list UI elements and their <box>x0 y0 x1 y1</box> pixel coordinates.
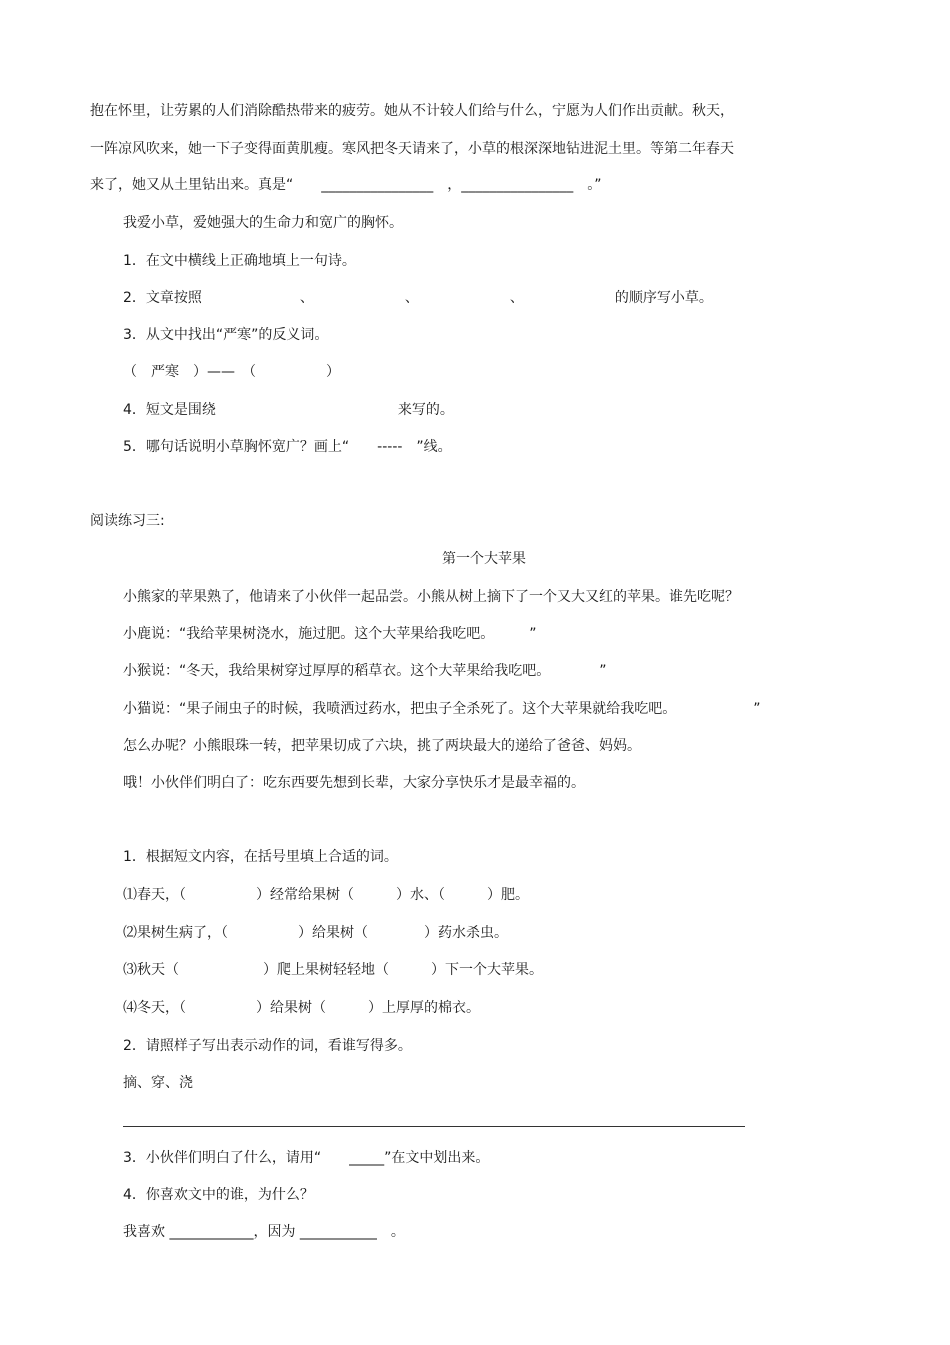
paragraph-line: 抱在怀里，让劳累的人们消除酷热带来的疲劳。她从不计较人们给与什么，宁愿为人们作出贡献。秋天， <box>90 103 734 119</box>
paragraph-line: 来了，她又从土里钻出来。真是“ ________________ ，________________ 。” <box>90 177 602 193</box>
story-paragraph: 哦！小伙伴们明白了：吃东西要先想到长辈，大家分享快乐才是最幸福的。 <box>123 775 585 791</box>
question-5: 5．哪句话说明小草胸怀宽广？画上“ ----- ”线。 <box>123 439 452 455</box>
question-1-item: ⑶秋天（ ）爬上果树轻轻地（ ）下一个大苹果。 <box>123 962 543 978</box>
story-paragraph: 小猴说：“冬天，我给果树穿过厚厚的稻草衣。这个大苹果给我吃吧。 ” <box>123 663 607 679</box>
question-1-item: ⑵果树生病了，（ ）给果树（ ）药水杀虫。 <box>123 925 508 941</box>
question-3: 3．从文中找出“严寒”的反义词。 <box>123 327 329 343</box>
question-2: 2．文章按照 、 、 、 的顺序写小草。 <box>123 290 713 306</box>
question-1: 1．在文中横线上正确地填上一句诗。 <box>123 253 356 269</box>
section-heading: 阅读练习三: <box>90 513 165 529</box>
question-1-item: ⑴春天，（ ）经常给果树（ ）水、（ ）肥。 <box>123 887 529 903</box>
question-4: 4．你喜欢文中的谁，为什么？ <box>123 1187 314 1203</box>
story-paragraph: 小猫说：“果子闹虫子的时候，我喷洒过药水，把虫子全杀死了。这个大苹果就给我吃吧。 ” <box>123 701 761 717</box>
question-1-item: ⑷冬天，（ ）给果树（ ）上厚厚的棉衣。 <box>123 1000 480 1016</box>
story-paragraph: 怎么办呢？小熊眼珠一转，把苹果切成了六块，挑了两块最大的递给了爸爸、妈妈。 <box>123 738 641 754</box>
question-4-answer: 我喜欢 ____________，因为 ___________ 。 <box>123 1224 405 1240</box>
answer-line <box>123 1126 745 1127</box>
question-3-answer: （ 严寒 ）—— （ ） <box>123 364 340 380</box>
question-4: 4．短文是围绕 来写的。 <box>123 402 454 418</box>
story-title: 第一个大苹果 <box>442 551 526 567</box>
question-1: 1．根据短文内容，在括号里填上合适的词。 <box>123 849 398 865</box>
question-3: 3．小伙伴们明白了什么，请用“ _____”在文中划出来。 <box>123 1150 490 1166</box>
question-2: 2．请照样子写出表示动作的词，看谁写得多。 <box>123 1038 412 1054</box>
question-2-example: 摘、穿、浇 <box>123 1075 193 1091</box>
paragraph-line: 我爱小草，爱她强大的生命力和宽广的胸怀。 <box>123 215 403 231</box>
paragraph-line: 一阵凉风吹来，她一下子变得面黄肌瘦。寒风把冬天请来了，小草的根深深地钻进泥土里。等第二年春天 <box>90 141 734 157</box>
story-paragraph: 小熊家的苹果熟了，他请来了小伙伴一起品尝。小熊从树上摘下了一个又大又红的苹果。谁先吃呢？ <box>123 589 739 605</box>
story-paragraph: 小鹿说：“我给苹果树浇水，施过肥。这个大苹果给我吃吧。 ” <box>123 626 537 642</box>
